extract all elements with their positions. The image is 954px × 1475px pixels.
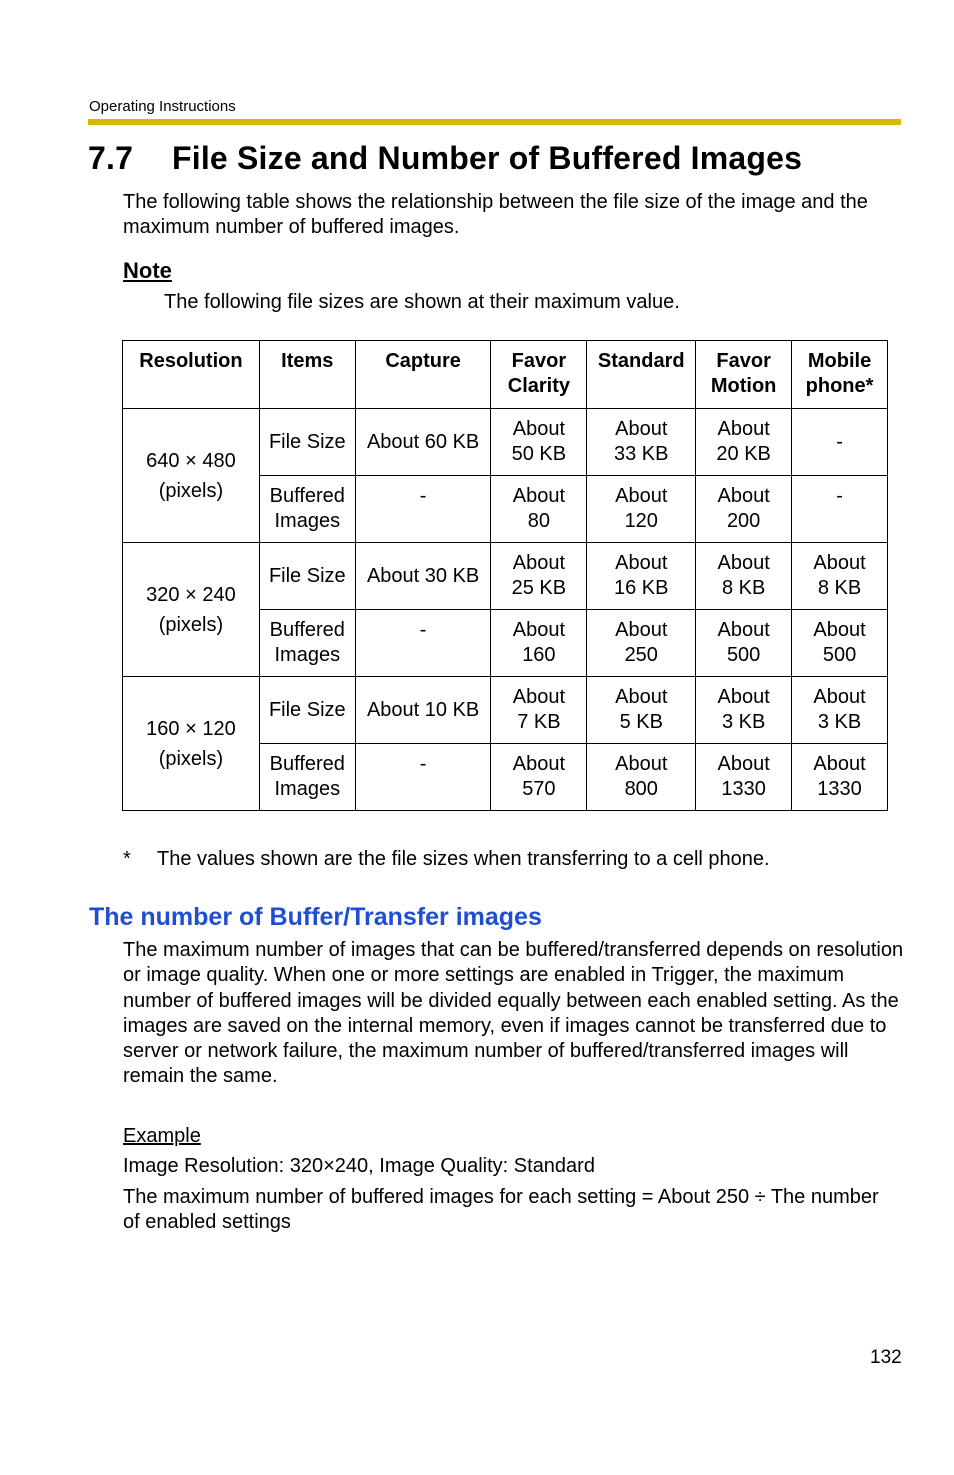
clarity-cell: About 570 [491, 744, 587, 811]
mobile-cell: About 1330 [792, 744, 888, 811]
clarity-cell: About 50 KB [491, 409, 587, 476]
intro-paragraph: The following table shows the relationship between the file size of the image and the maximum number of buffered images. [123, 191, 868, 238]
section-number: 7.7 [88, 140, 134, 176]
footnote-text: The values shown are the file sizes when transferring to a cell phone. [157, 848, 770, 870]
motion-cell: About 8 KB [696, 543, 792, 610]
table-header-row [123, 341, 888, 409]
item-file-size: File Size [259, 409, 355, 476]
example-label: Example [123, 1125, 201, 1147]
header-items: Items [259, 341, 355, 409]
header-rule [88, 119, 901, 125]
mobile-cell: About 500 [792, 610, 888, 677]
capture-cell: About 10 KB [355, 677, 491, 744]
capture-cell: About 30 KB [355, 543, 491, 610]
resolution-cell: 640 × 480 (pixels) [123, 409, 260, 543]
item-buffered-images: Buffered Images [259, 610, 355, 677]
section-title-text: File Size and Number of Buffered Images [172, 140, 803, 176]
motion-cell: About 3 KB [696, 677, 792, 744]
header-mobile-phone: Mobile phone* [792, 341, 888, 409]
mobile-cell: About 8 KB [792, 543, 888, 610]
mobile-cell: - [792, 476, 888, 543]
clarity-cell: About 7 KB [491, 677, 587, 744]
subsection-title: The number of Buffer/Transfer images [89, 903, 542, 931]
capture-cell: - [355, 476, 491, 543]
item-buffered-images: Buffered Images [259, 744, 355, 811]
mobile-cell: - [792, 409, 888, 476]
table-row [123, 677, 888, 744]
example-line-2: The maximum number of buffered images for each setting = About 250 ÷ The number of enabled settings [123, 1186, 879, 1233]
header-label: Operating Instructions [89, 98, 236, 115]
standard-cell: About 33 KB [587, 409, 696, 476]
page-number: 132 [870, 1347, 902, 1368]
header-favor-clarity: Favor Clarity [491, 341, 587, 409]
header-resolution: Resolution [123, 341, 260, 409]
standard-cell: About 250 [587, 610, 696, 677]
example-line-1: Image Resolution: 320×240, Image Quality: Standard [123, 1155, 595, 1177]
motion-cell: About 200 [696, 476, 792, 543]
capture-cell: About 60 KB [355, 409, 491, 476]
header-standard: Standard [587, 341, 696, 409]
capture-cell: - [355, 610, 491, 677]
standard-cell: About 800 [587, 744, 696, 811]
motion-cell: About 1330 [696, 744, 792, 811]
resolution-cell: 320 × 240 (pixels) [123, 543, 260, 677]
footnote [123, 848, 770, 871]
subsection-body: The maximum number of images that can be buffered/transferred depends on resolution or image quality. When one or more settings are enabled in Trigger, the maximum number of buffered images will be divided equally between each enabled setting. As the images are saved on the internal memory, even if images cannot be transferred due to server or network failure, the maximum number of buffered/transferred images will remain the same. [123, 939, 904, 1088]
clarity-cell: About 25 KB [491, 543, 587, 610]
clarity-cell: About 160 [491, 610, 587, 677]
section-title [88, 140, 802, 177]
footnote-mark: * [123, 848, 131, 870]
header-favor-motion: Favor Motion [696, 341, 792, 409]
standard-cell: About 120 [587, 476, 696, 543]
resolution-cell: 160 × 120 (pixels) [123, 677, 260, 811]
item-buffered-images: Buffered Images [259, 476, 355, 543]
table-row [123, 543, 888, 610]
clarity-cell: About 80 [491, 476, 587, 543]
table-row [123, 409, 888, 476]
standard-cell: About 16 KB [587, 543, 696, 610]
capture-cell: - [355, 744, 491, 811]
item-file-size: File Size [259, 543, 355, 610]
motion-cell: About 500 [696, 610, 792, 677]
file-size-table [122, 340, 888, 811]
note-heading: Note [123, 258, 172, 283]
header-capture: Capture [355, 341, 491, 409]
standard-cell: About 5 KB [587, 677, 696, 744]
note-text: The following file sizes are shown at their maximum value. [164, 291, 680, 313]
item-file-size: File Size [259, 677, 355, 744]
mobile-cell: About 3 KB [792, 677, 888, 744]
motion-cell: About 20 KB [696, 409, 792, 476]
